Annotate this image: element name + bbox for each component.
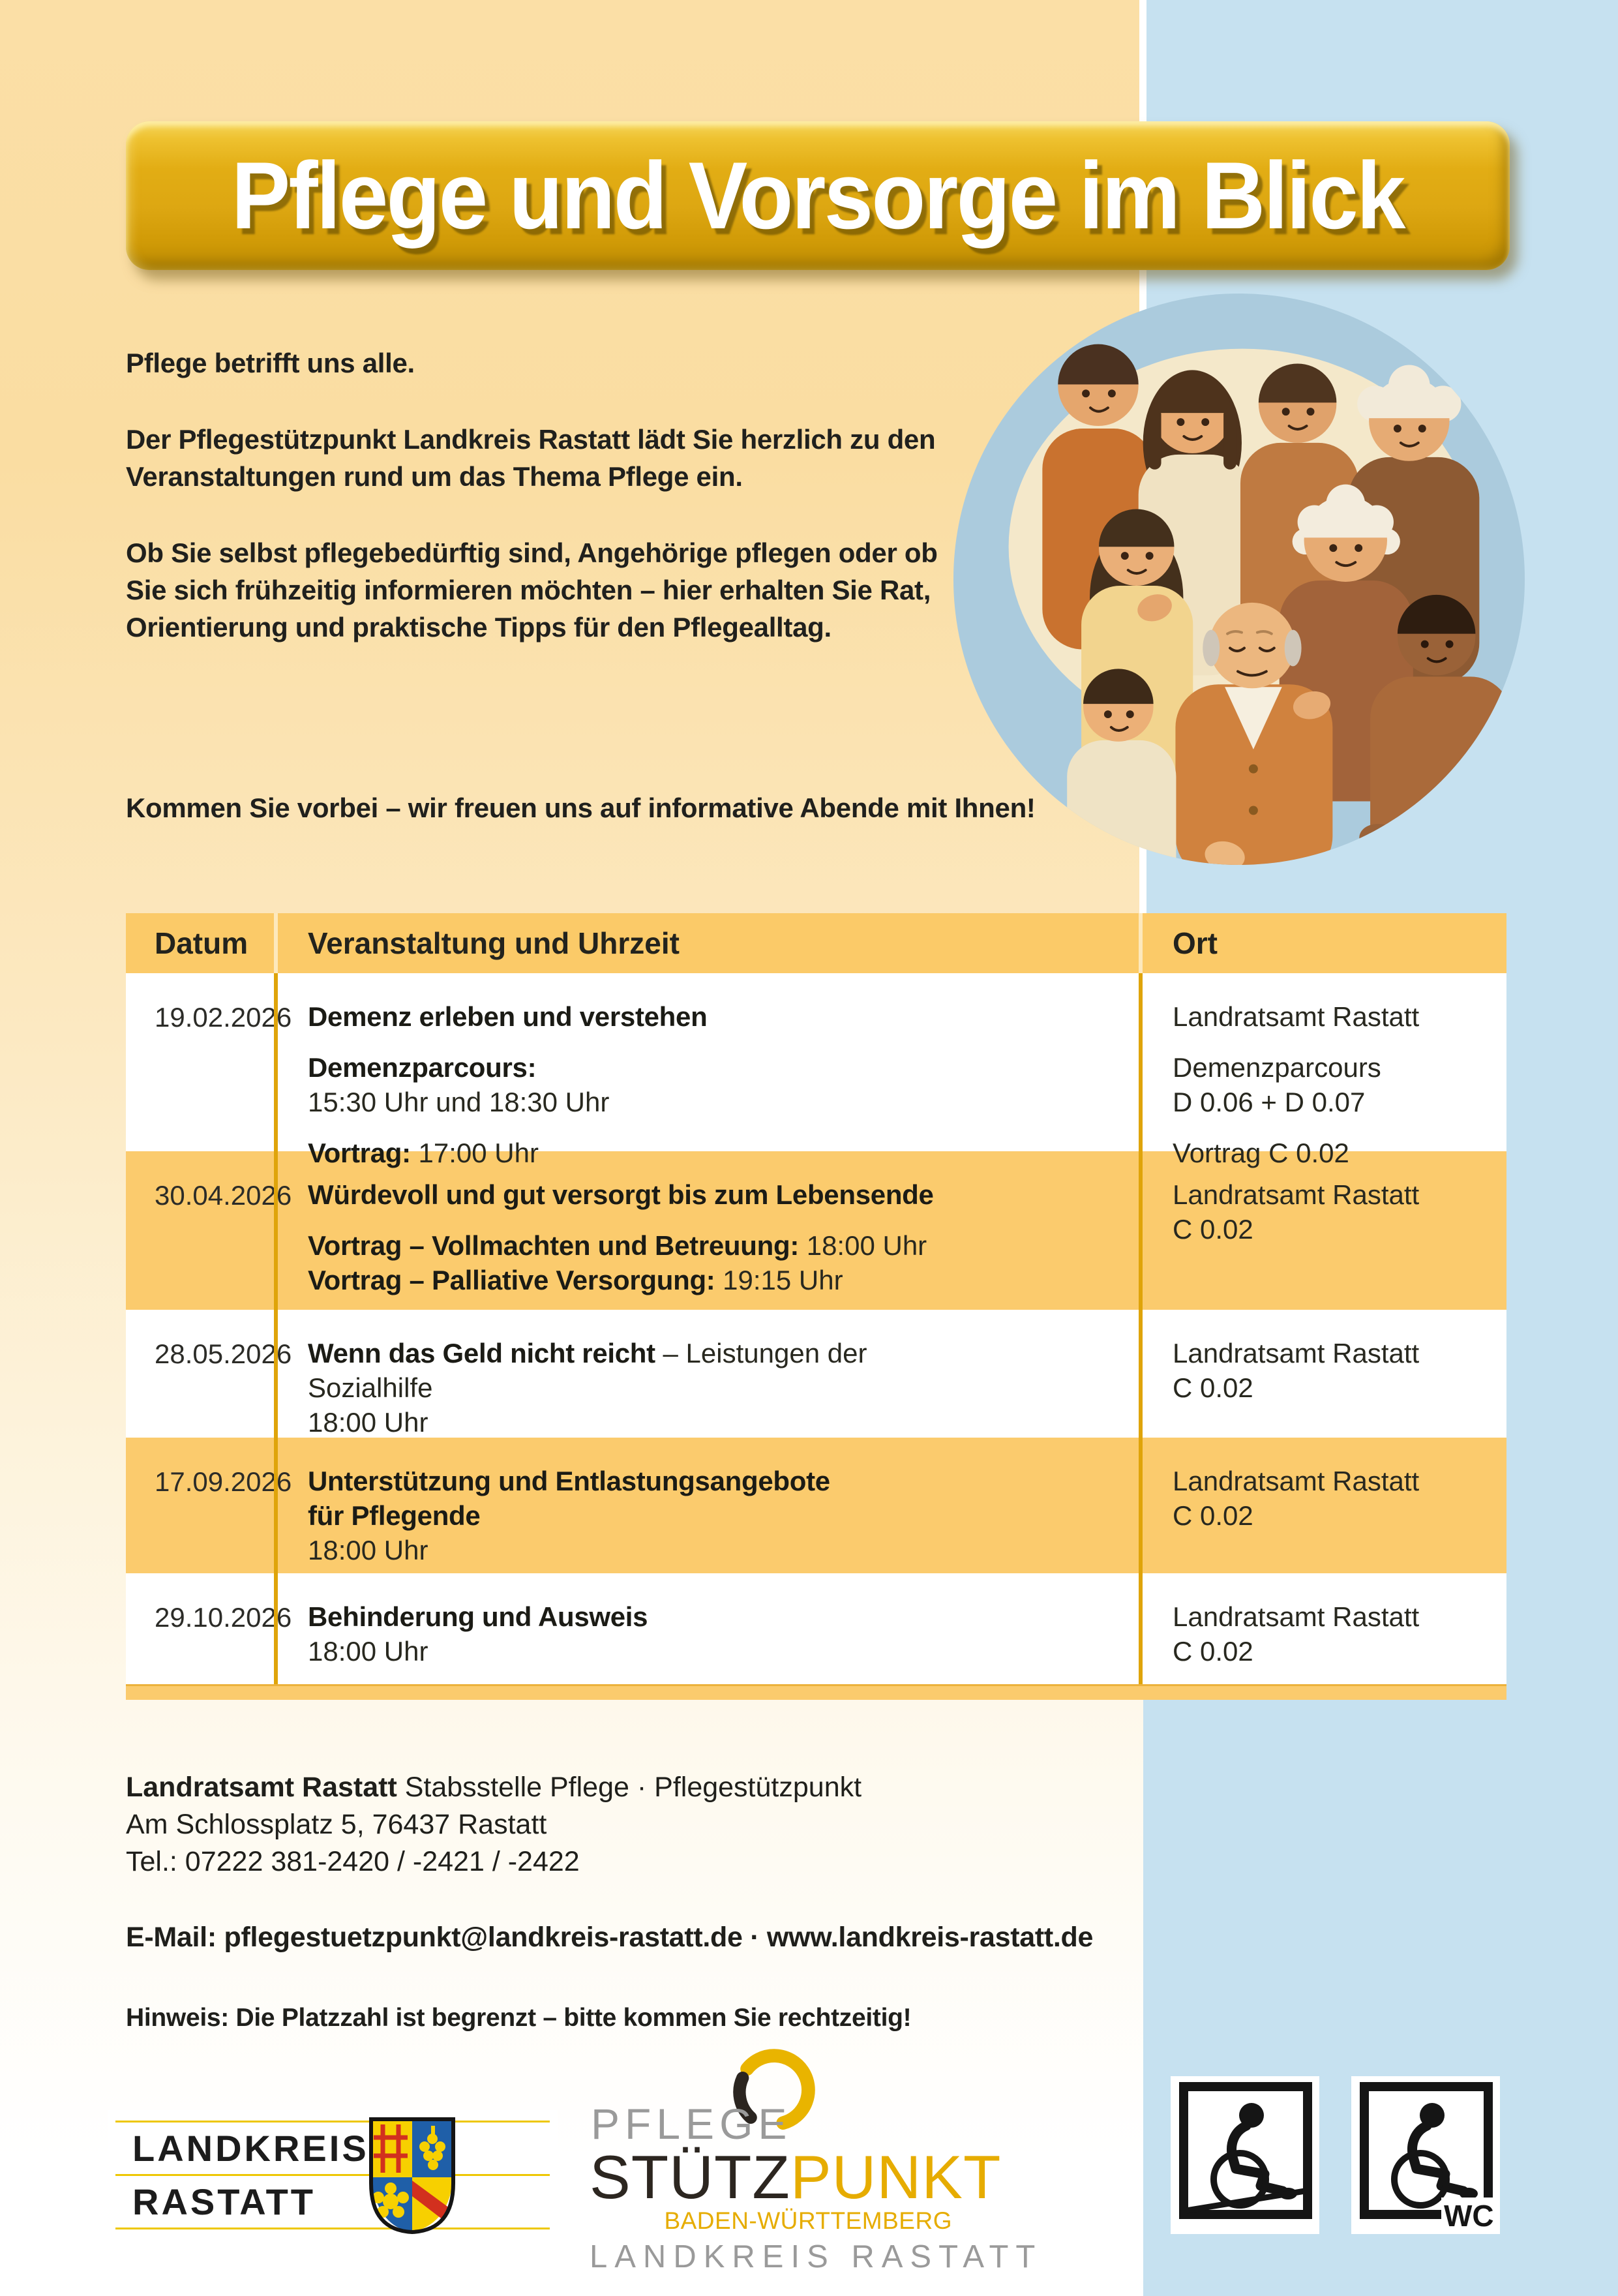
- event-date: 17.09.2026: [155, 1466, 292, 1497]
- table-body: [126, 973, 1506, 1684]
- event-date: 30.04.2026: [155, 1180, 292, 1211]
- event-line: 18:00 Uhr: [308, 1636, 428, 1667]
- event-location: [1139, 1151, 1506, 1310]
- event-location: [1139, 1310, 1506, 1438]
- event-location: [1139, 973, 1506, 1168]
- event-details: [274, 973, 1139, 1168]
- rastatt-coat-of-arms-icon: [367, 2115, 457, 2235]
- table-row: [126, 1310, 1506, 1438]
- location-line: Landratsamt Rastatt: [1173, 1466, 1420, 1496]
- location-line: Vortrag C 0.02: [1173, 1138, 1349, 1168]
- event-details: [274, 1151, 1139, 1310]
- contact-email-web: E-Mail: pflegestuetzpunkt@landkreis-rastatt.de · www.landkreis-rastatt.de: [126, 1922, 1094, 1953]
- event-date: 29.10.2026: [155, 1602, 292, 1633]
- location-line: Landratsamt Rastatt: [1173, 1001, 1420, 1032]
- intro-text-block: [126, 344, 980, 685]
- event-line: Vortrag: 17:00 Uhr: [308, 1138, 539, 1168]
- contact-org-line: Landratsamt Rastatt Stabsstelle Pflege · Pflegestützpunkt: [126, 1772, 862, 1803]
- location-line: C 0.02: [1173, 1636, 1253, 1667]
- page-title: Pflege und Vorsorge im Blick: [231, 142, 1405, 249]
- family-illustration: [947, 287, 1531, 871]
- event-line: Wenn das Geld nicht reicht – Leistungen der: [308, 1338, 867, 1368]
- location-line: C 0.02: [1173, 1500, 1253, 1531]
- event-location: [1139, 1438, 1506, 1573]
- logo-rule: [115, 2228, 550, 2229]
- event-line: für Pflegende: [308, 1500, 481, 1531]
- intro-paragraph-2: Der Pflegestützpunkt Landkreis Rastatt lädt Sie herzlich zu den Veranstaltungen rund um das Thema Pflege ein.: [126, 424, 936, 492]
- wc-label: WC: [1444, 2199, 1494, 2233]
- invitation-line: Kommen Sie vorbei – wir freuen uns auf informative Abende mit Ihnen!: [126, 793, 1036, 823]
- event-line: Vortrag – Palliative Versorgung: 19:15 Uhr: [308, 1265, 843, 1295]
- event-line: Vortrag – Vollmachten und Betreuung: 18:00 Uhr: [308, 1230, 927, 1261]
- column-header-ort: Ort: [1139, 913, 1506, 973]
- table-row: [126, 1573, 1506, 1684]
- event-details: [274, 1438, 1139, 1573]
- psp-stuetzpunkt-wordmark: STÜTZPUNKT: [590, 2143, 1002, 2211]
- table-row: [126, 1151, 1506, 1310]
- event-details: [274, 1310, 1139, 1438]
- event-line: Unterstützung und Entlastungsangebote: [308, 1466, 830, 1496]
- contact-phone: Tel.: 07222 381-2420 / -2421 / -2422: [126, 1846, 580, 1877]
- table-row: [126, 1438, 1506, 1573]
- psp-landkreis-label: LANDKREIS RASTATT: [590, 2239, 1043, 2274]
- intro-paragraph-1: Pflege betrifft uns alle.: [126, 348, 415, 378]
- event-date: 19.02.2026: [155, 1002, 292, 1033]
- contact-block: [126, 1769, 861, 1881]
- table-row: [126, 973, 1506, 1168]
- landkreis-rastatt-logo: [108, 2110, 558, 2241]
- intro-paragraph-3: Ob Sie selbst pflegebedürftig sind, Angehörige pflegen oder ob Sie sich frühzeitig informieren möchten – hier erhalten Sie Rat, Orientierung und praktische Tipps für den Pflegealltag.: [126, 537, 938, 642]
- pflegestuetzpunkt-logo: [587, 2048, 1043, 2274]
- location-line: C 0.02: [1173, 1214, 1253, 1245]
- event-line: 18:00 Uhr: [308, 1535, 428, 1565]
- capacity-note: Hinweis: Die Platzzahl ist begrenzt – bitte kommen Sie rechtzeitig!: [126, 2004, 912, 2032]
- psp-region-label: BADEN-WÜRTTEMBERG: [664, 2207, 952, 2234]
- event-date: 28.05.2026: [155, 1338, 292, 1369]
- wheelchair-wc-icon: [1351, 2076, 1500, 2234]
- event-line: Demenz erleben und verstehen: [308, 1001, 708, 1032]
- column-header-datum: Datum: [155, 926, 248, 960]
- event-line: Demenzparcours:: [308, 1052, 537, 1083]
- location-line: Demenzparcours: [1173, 1052, 1381, 1083]
- location-line: Landratsamt Rastatt: [1173, 1338, 1420, 1368]
- logo-rule: [115, 2174, 550, 2176]
- event-line: 18:00 Uhr: [308, 1407, 428, 1438]
- events-table: [126, 913, 1506, 1700]
- event-line: Würdevoll und gut versorgt bis zum Lebensende: [308, 1179, 934, 1210]
- event-line: Sozialhilfe: [308, 1372, 433, 1403]
- location-line: D 0.06 + D 0.07: [1173, 1087, 1366, 1117]
- event-location: [1139, 1573, 1506, 1684]
- location-line: Landratsamt Rastatt: [1173, 1179, 1420, 1210]
- location-line: Landratsamt Rastatt: [1173, 1601, 1420, 1632]
- psp-pflege-wordmark: PFLEGE: [591, 2100, 792, 2148]
- contact-address: Am Schlossplatz 5, 76437 Rastatt: [126, 1809, 547, 1840]
- event-line: Behinderung und Ausweis: [308, 1601, 648, 1632]
- wheelchair-ramp-icon: [1171, 2076, 1319, 2234]
- landkreis-wordmark: LANDKREIS: [132, 2128, 369, 2169]
- column-header-veranstaltung: Veranstaltung und Uhrzeit: [274, 913, 1139, 973]
- rastatt-wordmark: RASTATT: [132, 2181, 316, 2222]
- title-banner: [126, 121, 1510, 270]
- location-line: C 0.02: [1173, 1372, 1253, 1403]
- event-line: 15:30 Uhr und 18:30 Uhr: [308, 1087, 610, 1117]
- table-header-row: [126, 913, 1506, 973]
- logo-rule: [115, 2121, 550, 2122]
- event-details: [274, 1573, 1139, 1684]
- table-bottom-strip: [126, 1684, 1506, 1700]
